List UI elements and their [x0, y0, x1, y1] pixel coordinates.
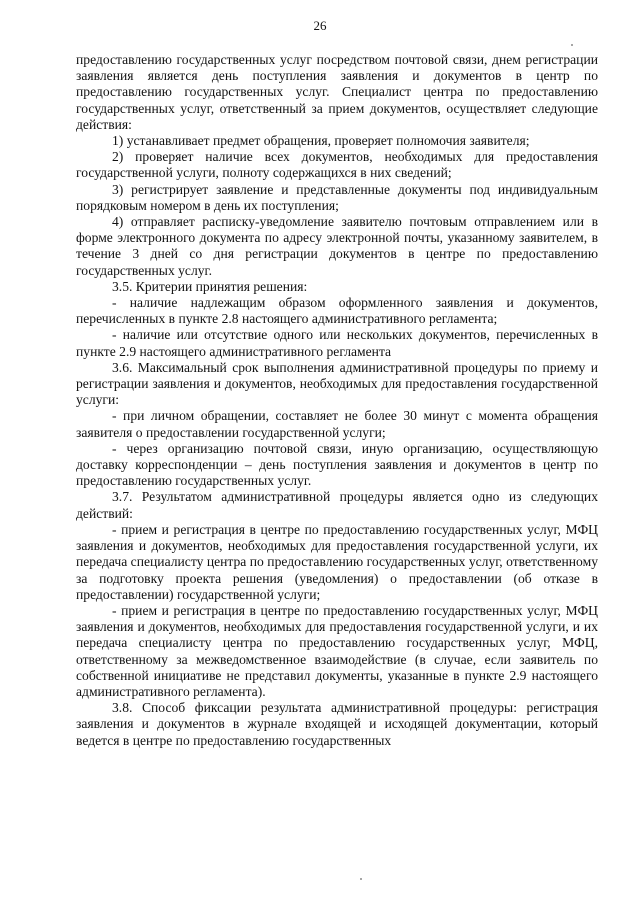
paragraph: 4) отправляет расписку-уведомление заявителю почтовым отправлением или в форме электронного документа по адресу электронной почты, указанному заявителем, в течение 3 дней со дня регистрации документов в центре по предоставлению государственных услуг.	[76, 214, 598, 278]
page-number: 26	[313, 18, 327, 33]
paragraph: - прием и регистрация в центре по предоставлению государственных услуг, МФЦ заявления и документов, необходимых для предоставления государственной услуги, и их передача специалисту центра по предоставлению государственных услуг, МФЦ, ответственному за межведомственное взаимодействие (в случае, если заявитель по собственной инициативе не представил документы, указанные в пункте 2.9 настоящего административного регламента).	[76, 602, 598, 699]
paragraph: 2) проверяет наличие всех документов, необходимых для предоставления государственной услуги, полноту содержащихся в них сведений;	[76, 149, 598, 181]
paragraph: 3.7. Результатом административной процедуры является одно из следующих действий:	[76, 489, 598, 521]
paragraph: предоставлению государственных услуг посредством почтовой связи, днем регистрации заявления является день поступления заявления и документов в центр по предоставлению государственных услуг. Специалист центра по предоставлению государственных услуг, ответственный за прием документов, осуществляет следующие действия:	[76, 52, 598, 132]
paragraph: 3) регистрирует заявление и представленные документы под индивидуальным порядковым номером в день их поступления;	[76, 181, 598, 213]
scan-speck	[360, 878, 362, 880]
paragraph: 3.5. Критерии принятия решения:	[112, 278, 308, 294]
paragraph: - наличие или отсутствие одного или нескольких документов, перечисленных в пункте 2.9 настоящего административного регламента	[76, 327, 598, 359]
scan-speck	[571, 44, 573, 46]
paragraph: - при личном обращении, составляет не более 30 минут с момента обращения заявителя о предоставлении государственной услуги;	[76, 408, 598, 440]
document-body	[76, 52, 598, 749]
paragraph: 1) устанавливает предмет обращения, проверяет полномочия заявителя;	[112, 133, 530, 149]
paragraph: 3.8. Способ фиксации результата административной процедуры: регистрация заявления и документов в журнале входящей и исходящей документации, который ведется в центре по предоставлению государственных	[76, 700, 598, 748]
paragraph: 3.6. Максимальный срок выполнения административной процедуры по приему и регистрации заявления и документов, необходимых для предоставления государственной услуги:	[76, 359, 598, 408]
paragraph: - прием и регистрация в центре по предоставлению государственных услуг, МФЦ заявления и документов, необходимых для предоставления государственной услуги, их передача специалисту центра по предоставлению государственных услуг, ответственному за подготовку проекта решения (уведомления) о предоставлении (об отказе в предоставлении) государственной услуги;	[76, 521, 598, 602]
paragraph: - наличие надлежащим образом оформленного заявления и документов, перечисленных в пункте 2.8 настоящего административного регламента;	[76, 295, 598, 327]
paragraph: - через организацию почтовой связи, иную организацию, осуществляющую доставку корреспонденции – день поступления заявления и документов в центр по предоставлению государственных услуг.	[76, 440, 598, 489]
